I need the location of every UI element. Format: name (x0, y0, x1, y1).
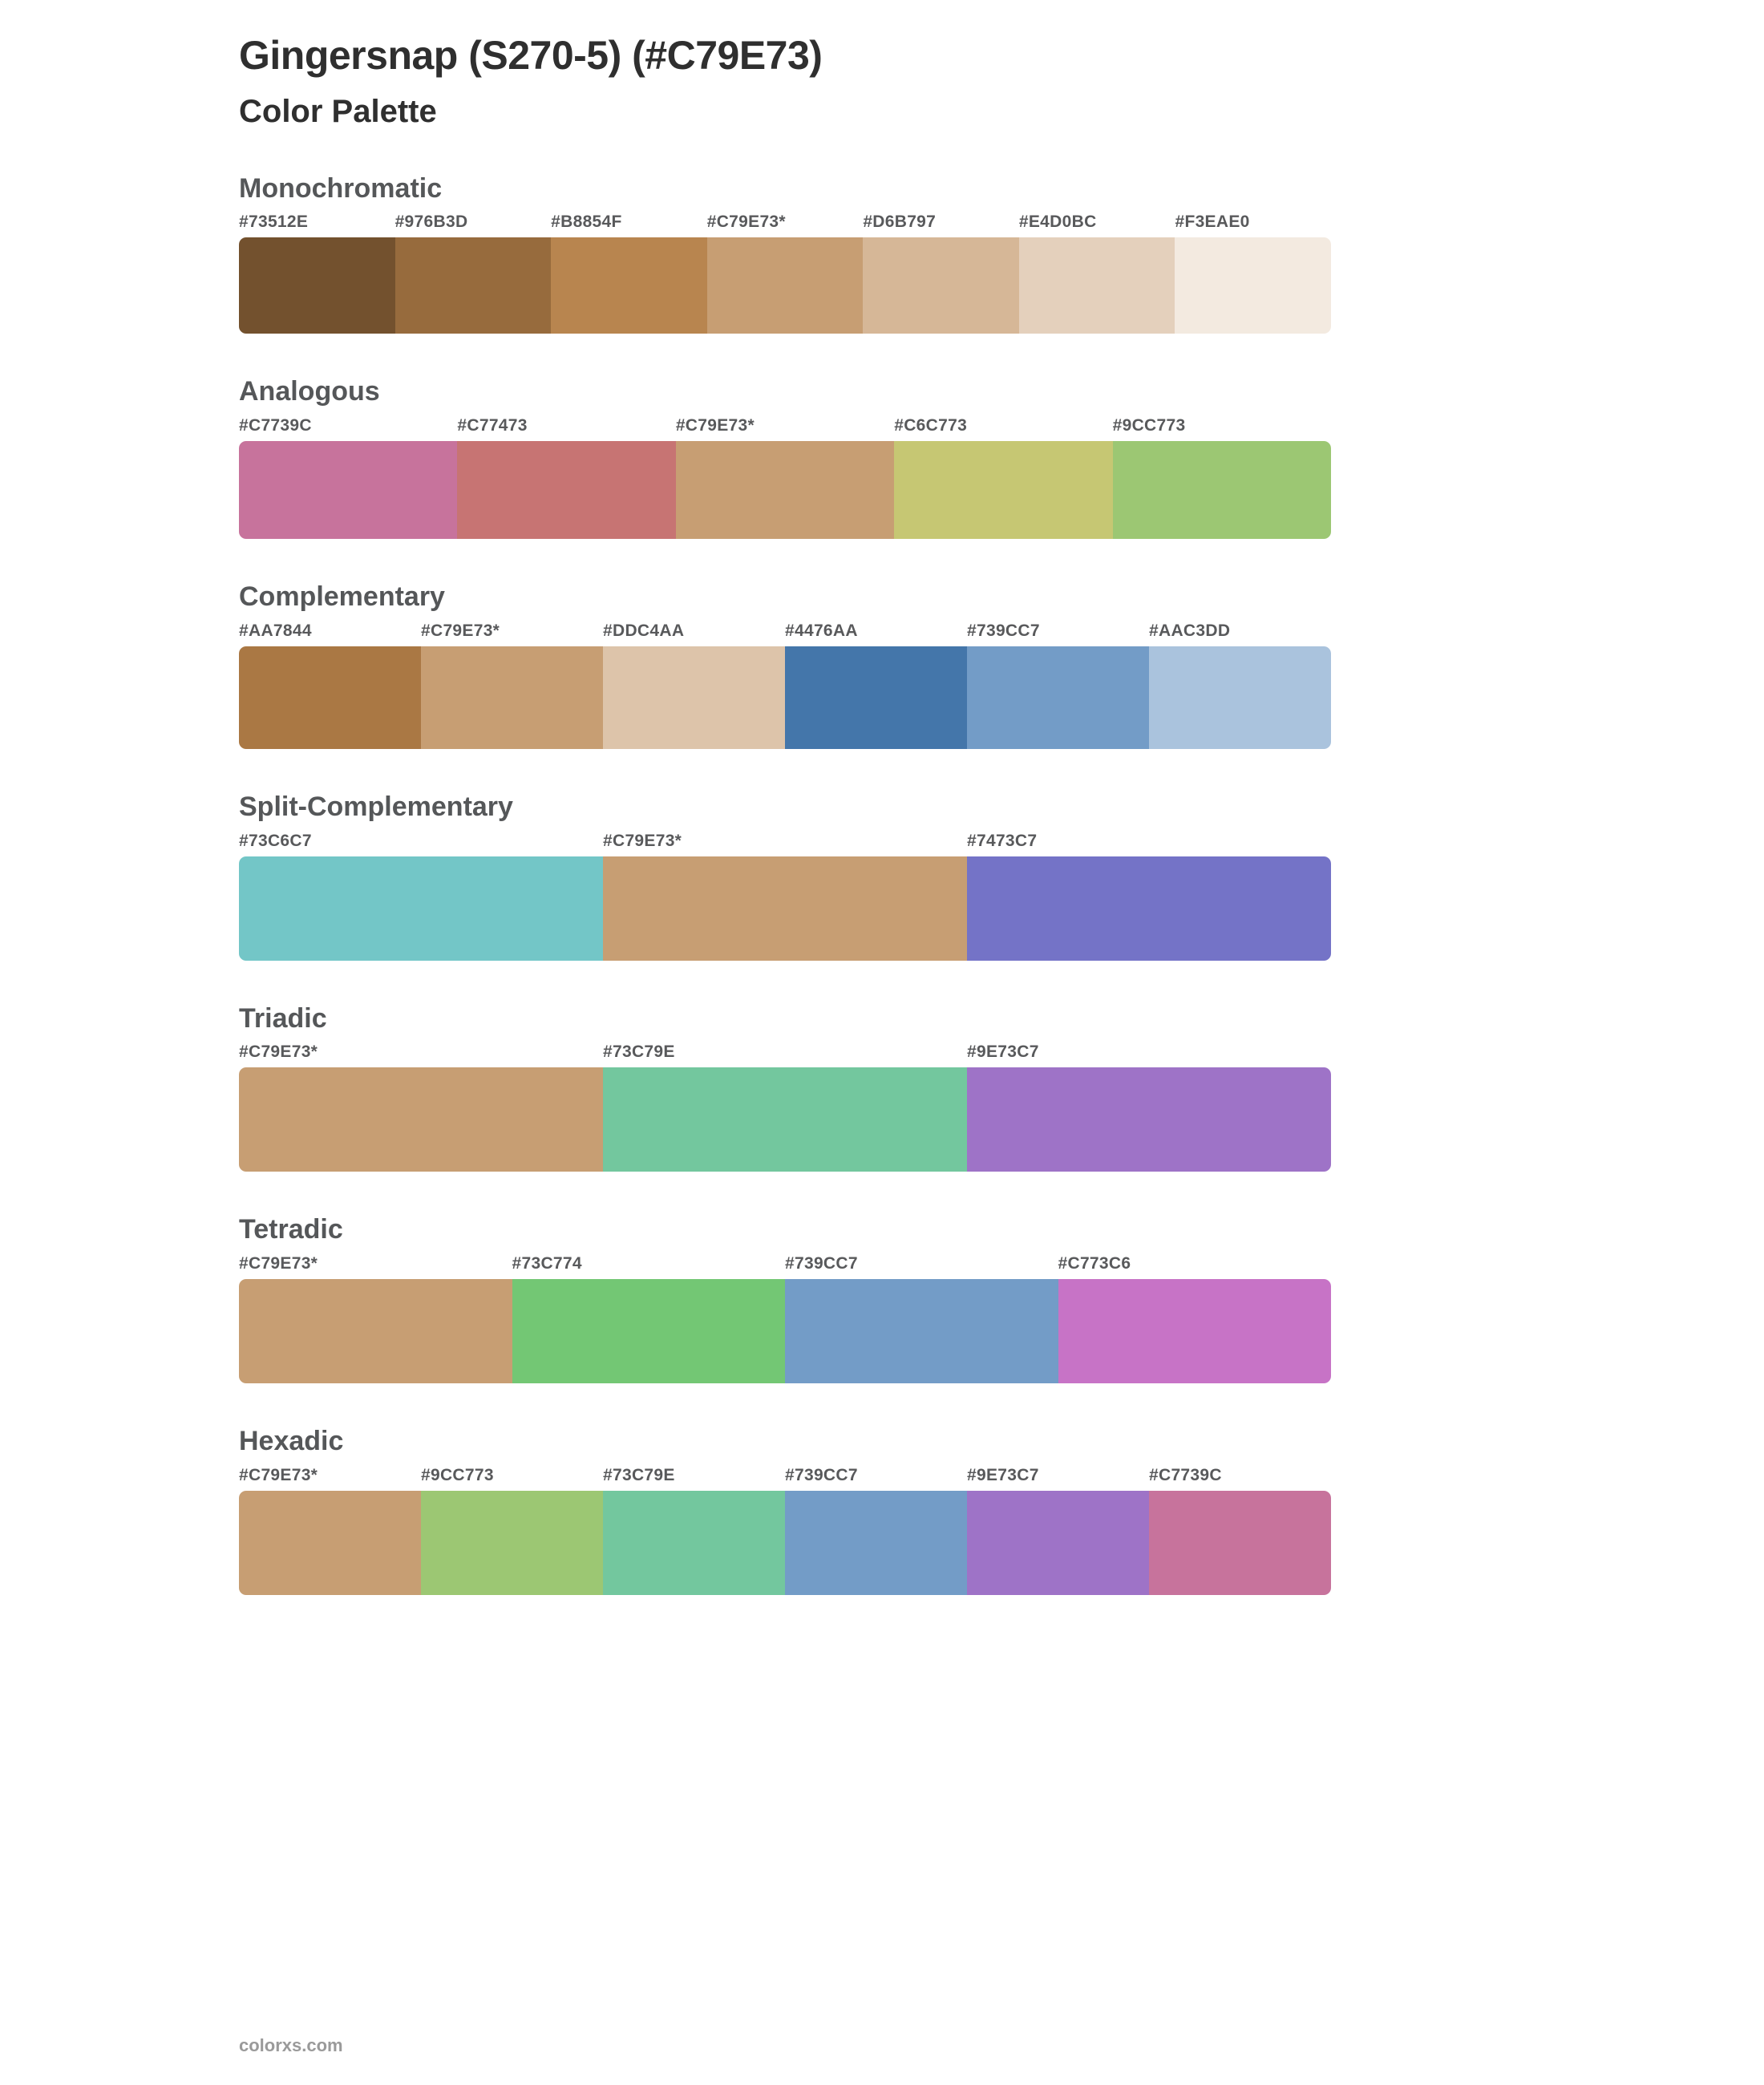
color-swatch[interactable] (603, 621, 785, 749)
palette-section (0, 375, 1764, 539)
color-swatch[interactable] (894, 416, 1112, 539)
swatch-color-chip[interactable] (395, 237, 552, 334)
swatch-color-chip[interactable] (603, 646, 785, 749)
swatch-hex-label: #AAC3DD (1149, 621, 1231, 640)
color-swatch[interactable] (676, 416, 894, 539)
section-title: Split-Complementary (239, 791, 513, 822)
swatch-row (239, 416, 1331, 539)
palette-section (0, 1213, 1764, 1383)
color-swatch[interactable] (421, 621, 603, 749)
page-subtitle: Color Palette (239, 93, 437, 129)
swatch-row (239, 832, 1331, 961)
swatch-hex-label: #AA7844 (239, 621, 312, 640)
swatch-hex-label: #73C79E (603, 1466, 675, 1485)
color-swatch[interactable] (239, 416, 457, 539)
swatch-color-chip[interactable] (239, 441, 457, 539)
color-swatch[interactable] (1058, 1254, 1332, 1383)
swatch-row (239, 1042, 1331, 1172)
color-swatch[interactable] (863, 213, 1019, 334)
color-swatch[interactable] (239, 1466, 421, 1595)
swatch-hex-label: #C79E73* (603, 831, 682, 850)
palette-section (0, 1002, 1764, 1172)
swatch-hex-label: #C7739C (1149, 1466, 1222, 1485)
swatch-hex-label: #C77473 (457, 416, 528, 435)
swatch-color-chip[interactable] (785, 1279, 1058, 1383)
palette-section (0, 791, 1764, 961)
color-swatch[interactable] (967, 1042, 1331, 1172)
swatch-color-chip[interactable] (785, 1491, 967, 1595)
color-swatch[interactable] (1149, 1466, 1331, 1595)
swatch-color-chip[interactable] (863, 237, 1019, 334)
swatch-hex-label: #C79E73* (675, 416, 755, 435)
swatch-color-chip[interactable] (239, 856, 603, 961)
swatch-color-chip[interactable] (603, 1067, 967, 1172)
color-swatch[interactable] (239, 832, 603, 961)
swatch-color-chip[interactable] (1149, 1491, 1331, 1595)
palette-section (0, 1425, 1764, 1595)
color-swatch[interactable] (707, 213, 864, 334)
swatch-hex-label: #73512E (239, 213, 309, 232)
color-swatch[interactable] (603, 1042, 967, 1172)
swatch-color-chip[interactable] (239, 646, 421, 749)
color-swatch[interactable] (1175, 213, 1331, 334)
palette-section (0, 581, 1764, 749)
section-title: Tetradic (239, 1214, 343, 1245)
swatch-color-chip[interactable] (421, 1491, 603, 1595)
swatch-hex-label: #DDC4AA (603, 621, 685, 640)
swatch-hex-label: #9E73C7 (967, 1466, 1039, 1485)
swatch-hex-label: #73C774 (512, 1254, 582, 1273)
color-swatch[interactable] (512, 1254, 786, 1383)
swatch-row (239, 1254, 1331, 1383)
page-title: Gingersnap (S270-5) (#C79E73) (239, 33, 823, 78)
swatch-hex-label: #C79E73* (239, 1254, 318, 1273)
swatch-hex-label: #7473C7 (967, 831, 1038, 850)
swatch-hex-label: #C773C6 (1058, 1254, 1131, 1273)
color-swatch[interactable] (1149, 621, 1331, 749)
swatch-color-chip[interactable] (676, 441, 894, 539)
swatch-color-chip[interactable] (1175, 237, 1331, 334)
section-title: Monochromatic (239, 172, 443, 204)
palette-sections (0, 172, 1764, 1596)
swatch-color-chip[interactable] (967, 856, 1331, 961)
swatch-color-chip[interactable] (512, 1279, 786, 1383)
swatch-hex-label: #B8854F (551, 213, 622, 232)
color-swatch[interactable] (1019, 213, 1175, 334)
section-title: Hexadic (239, 1426, 344, 1457)
swatch-hex-label: #9E73C7 (967, 1042, 1039, 1062)
color-swatch[interactable] (395, 213, 552, 334)
color-swatch[interactable] (1113, 416, 1331, 539)
swatch-row (239, 621, 1331, 749)
color-swatch[interactable] (603, 1466, 785, 1595)
swatch-color-chip[interactable] (603, 1491, 785, 1595)
swatch-color-chip[interactable] (239, 1279, 512, 1383)
swatch-color-chip[interactable] (967, 1491, 1149, 1595)
color-swatch[interactable] (967, 621, 1149, 749)
swatch-hex-label: #976B3D (394, 213, 468, 232)
swatch-row (239, 1466, 1331, 1595)
swatch-color-chip[interactable] (239, 237, 395, 334)
color-swatch[interactable] (785, 1466, 967, 1595)
swatch-hex-label: #739CC7 (785, 1254, 858, 1273)
swatch-color-chip[interactable] (421, 646, 603, 749)
section-title: Complementary (239, 581, 445, 613)
swatch-color-chip[interactable] (707, 237, 864, 334)
section-title: Triadic (239, 1002, 327, 1034)
color-swatch[interactable] (421, 1466, 603, 1595)
swatch-hex-label: #C79E73* (421, 621, 500, 640)
site-footer: colorxs.com (239, 2035, 343, 2055)
swatch-hex-label: #73C79E (603, 1042, 675, 1062)
color-swatch[interactable] (967, 832, 1331, 961)
swatch-hex-label: #C7739C (239, 416, 312, 435)
swatch-hex-label: #C79E73* (239, 1466, 318, 1485)
swatch-color-chip[interactable] (1058, 1279, 1332, 1383)
swatch-color-chip[interactable] (1019, 237, 1175, 334)
swatch-hex-label: #739CC7 (967, 621, 1040, 640)
swatch-color-chip[interactable] (551, 237, 707, 334)
swatch-color-chip[interactable] (1113, 441, 1331, 539)
color-swatch[interactable] (457, 416, 675, 539)
swatch-color-chip[interactable] (785, 646, 967, 749)
swatch-hex-label: #73C6C7 (239, 831, 312, 850)
swatch-hex-label: #E4D0BC (1018, 213, 1097, 232)
swatch-color-chip[interactable] (1149, 646, 1331, 749)
swatch-row (239, 213, 1331, 334)
swatch-color-chip[interactable] (967, 646, 1149, 749)
swatch-color-chip[interactable] (894, 441, 1112, 539)
color-swatch[interactable] (239, 1042, 603, 1172)
color-swatch[interactable] (785, 1254, 1058, 1383)
swatch-hex-label: #4476AA (785, 621, 858, 640)
swatch-color-chip[interactable] (239, 1491, 421, 1595)
color-swatch[interactable] (239, 1254, 512, 1383)
color-swatch[interactable] (239, 213, 395, 334)
color-swatch[interactable] (239, 621, 421, 749)
swatch-hex-label: #C79E73* (239, 1042, 318, 1062)
swatch-color-chip[interactable] (457, 441, 675, 539)
color-swatch[interactable] (603, 832, 967, 961)
section-title: Analogous (239, 376, 380, 407)
color-swatch[interactable] (785, 621, 967, 749)
swatch-hex-label: #9CC773 (1112, 416, 1186, 435)
swatch-hex-label: #9CC773 (421, 1466, 494, 1485)
swatch-hex-label: #D6B797 (863, 213, 937, 232)
palette-section (0, 172, 1764, 334)
swatch-color-chip[interactable] (603, 856, 967, 961)
color-swatch[interactable] (967, 1466, 1149, 1595)
swatch-color-chip[interactable] (967, 1067, 1331, 1172)
swatch-hex-label: #C6C773 (894, 416, 968, 435)
swatch-color-chip[interactable] (239, 1067, 603, 1172)
color-swatch[interactable] (551, 213, 707, 334)
swatch-hex-label: #F3EAE0 (1175, 213, 1250, 232)
swatch-hex-label: #C79E73* (706, 213, 786, 232)
swatch-hex-label: #739CC7 (785, 1466, 858, 1485)
